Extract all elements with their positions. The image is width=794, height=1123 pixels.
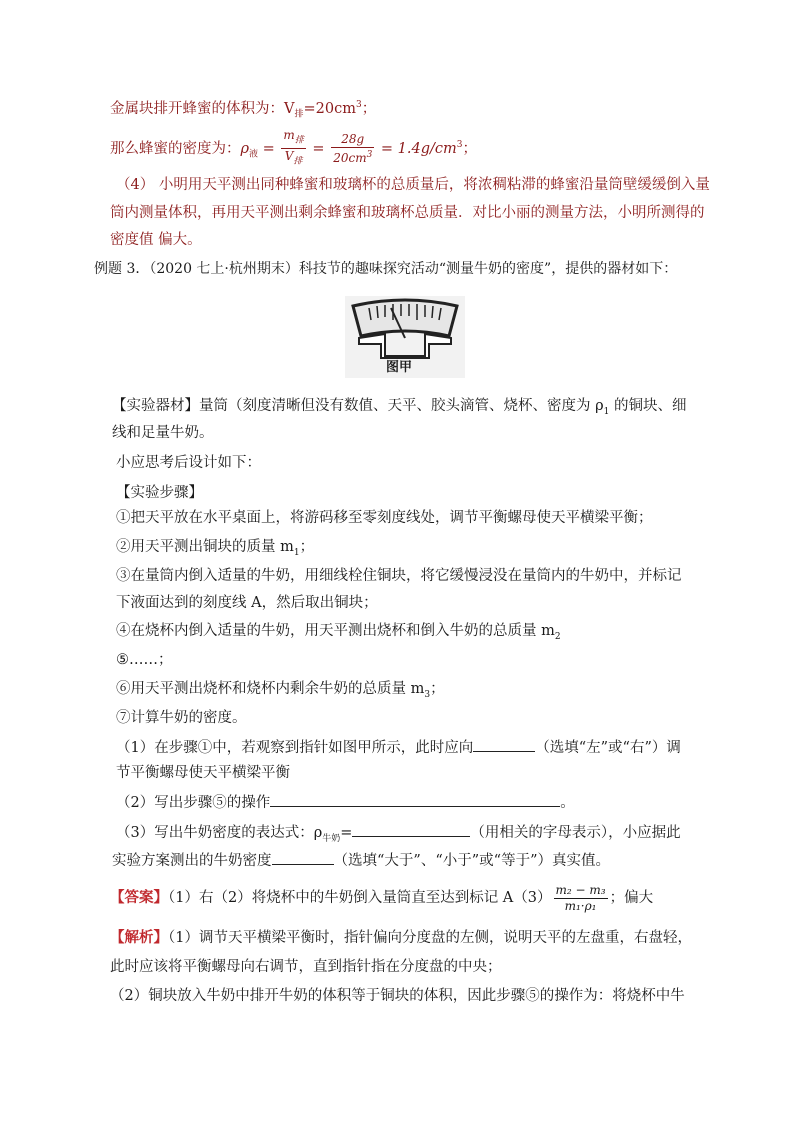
analysis-line-3: （2）铜块放入牛奶中排开牛奶的体积等于铜块的体积，因此步骤⑤的操作为：将烧杯中牛 [110, 988, 685, 1004]
step-1: ①把天平放在水平桌面上，将游码移至零刻度线处，调节平衡螺母使天平横梁平衡； [116, 510, 653, 526]
volume-line: 金属块排开蜂蜜的体积为：$V_排=20cm^3$； [110, 100, 377, 120]
answer-density-fraction: $\frac{\text{m₂ − m₃}}{\text{m₁·ρ₁}}$ [555, 882, 606, 913]
analysis-line-2: 此时应该将平衡螺母向右调节，直到指针指在分度盘的中央； [110, 959, 502, 975]
density-fraction-symbolic: $\frac{m_排}{V_排}$ [283, 127, 304, 167]
answer-blank-1[interactable] [473, 737, 535, 752]
density-fraction-values: $\frac{28g}{20cm^3}$ [333, 131, 373, 165]
step-3-line-1: ③在量筒内倒入适量的牛奶，用细线栓住铜块，将它缓慢浸没在量筒内的牛奶中，并标记 [116, 568, 682, 584]
step-3-line-2: 下液面达到的刻度线 A，然后取出铜块； [116, 595, 378, 611]
q4-line-1: （4） 小明用天平测出同种蜂蜜和玻璃杯的总质量后，将浓稠粘滞的蜂蜜沿量筒壁缓缓倒入量 [116, 177, 710, 193]
answer-blank-2[interactable] [270, 792, 560, 807]
question-1-line-2: 节平衡螺母使天平横梁平衡 [116, 765, 290, 781]
q4-line-2: 筒内测量体积，再用天平测出剩余蜂蜜和玻璃杯总质量．对比小丽的测量方法，小明所测得的 [110, 205, 705, 221]
equipment-line-2: 线和足量牛奶。 [112, 425, 214, 441]
steps-title: 【实验步骤】 [116, 485, 203, 501]
question-2: （2）写出步骤⑤的操作 。 [116, 792, 575, 813]
step-5: ⑤……； [116, 652, 173, 668]
q4-line-3: 密度值 偏大。 [110, 232, 202, 248]
question-3-line-1: （3）写出牛奶密度的表达式：$\rho_{牛奶}=$ （用相关的字母表示），小应据此 [116, 822, 681, 849]
figure-caption: 图甲 [386, 360, 413, 375]
step-6: ⑥用天平测出烧杯和烧杯内剩余牛奶的总质量 $m_3$； [116, 681, 445, 700]
question-3-line-2: 实验方案测出的牛奶密度 （选填“大于”、“小于”或“等于”）真实值。 [112, 850, 610, 871]
step-4: ④在烧杯内倒入适量的牛奶，用天平测出烧杯和倒入牛奶的总质量 $m_2$ [116, 623, 561, 642]
equipment-line-1: 【实验器材】量筒（刻度清晰但没有数值、天平、胶头滴管、烧杯、密度为 $\rho_1$ 的铜块、细 [112, 398, 687, 417]
example-heading: 例题 3．（2020 七上·杭州期末）科技节的趣味探究活动“测量牛奶的密度”，提供的器材如下： [94, 261, 678, 277]
step-2: ②用天平测出铜块的质量 $m_1$； [116, 539, 315, 558]
answer-blank-4[interactable] [272, 850, 334, 865]
question-1-line-1: （1）在步骤①中，若观察到指针如图甲所示，此时应向 （选填“左”或“右”）调 [116, 737, 681, 758]
analysis-line-1: 【解析】（1）调节天平横梁平衡时，指针偏向分度盘的左侧，说明天平的左盘重，右盘轻， [110, 929, 692, 946]
step-7: ⑦计算牛奶的密度。 [116, 710, 247, 726]
answer-blank-3[interactable] [352, 822, 470, 837]
density-formula-line: 那么蜂蜜的密度为：$\rho_液$ = $\frac{m_排}{V_排}$ = $\frac{28g}{20cm^3}$ = $1.4g/cm^3$； [110, 127, 477, 173]
design-line: 小应思考后设计如下： [116, 455, 261, 471]
answer-line: 【答案】（1）右（2）将烧杯中的牛奶倒入量筒直至达到标记 A（3） $\frac{\text{m₂ − m₃}}{\text{m₁·ρ₁}}$ ；偏大 [110, 882, 654, 913]
